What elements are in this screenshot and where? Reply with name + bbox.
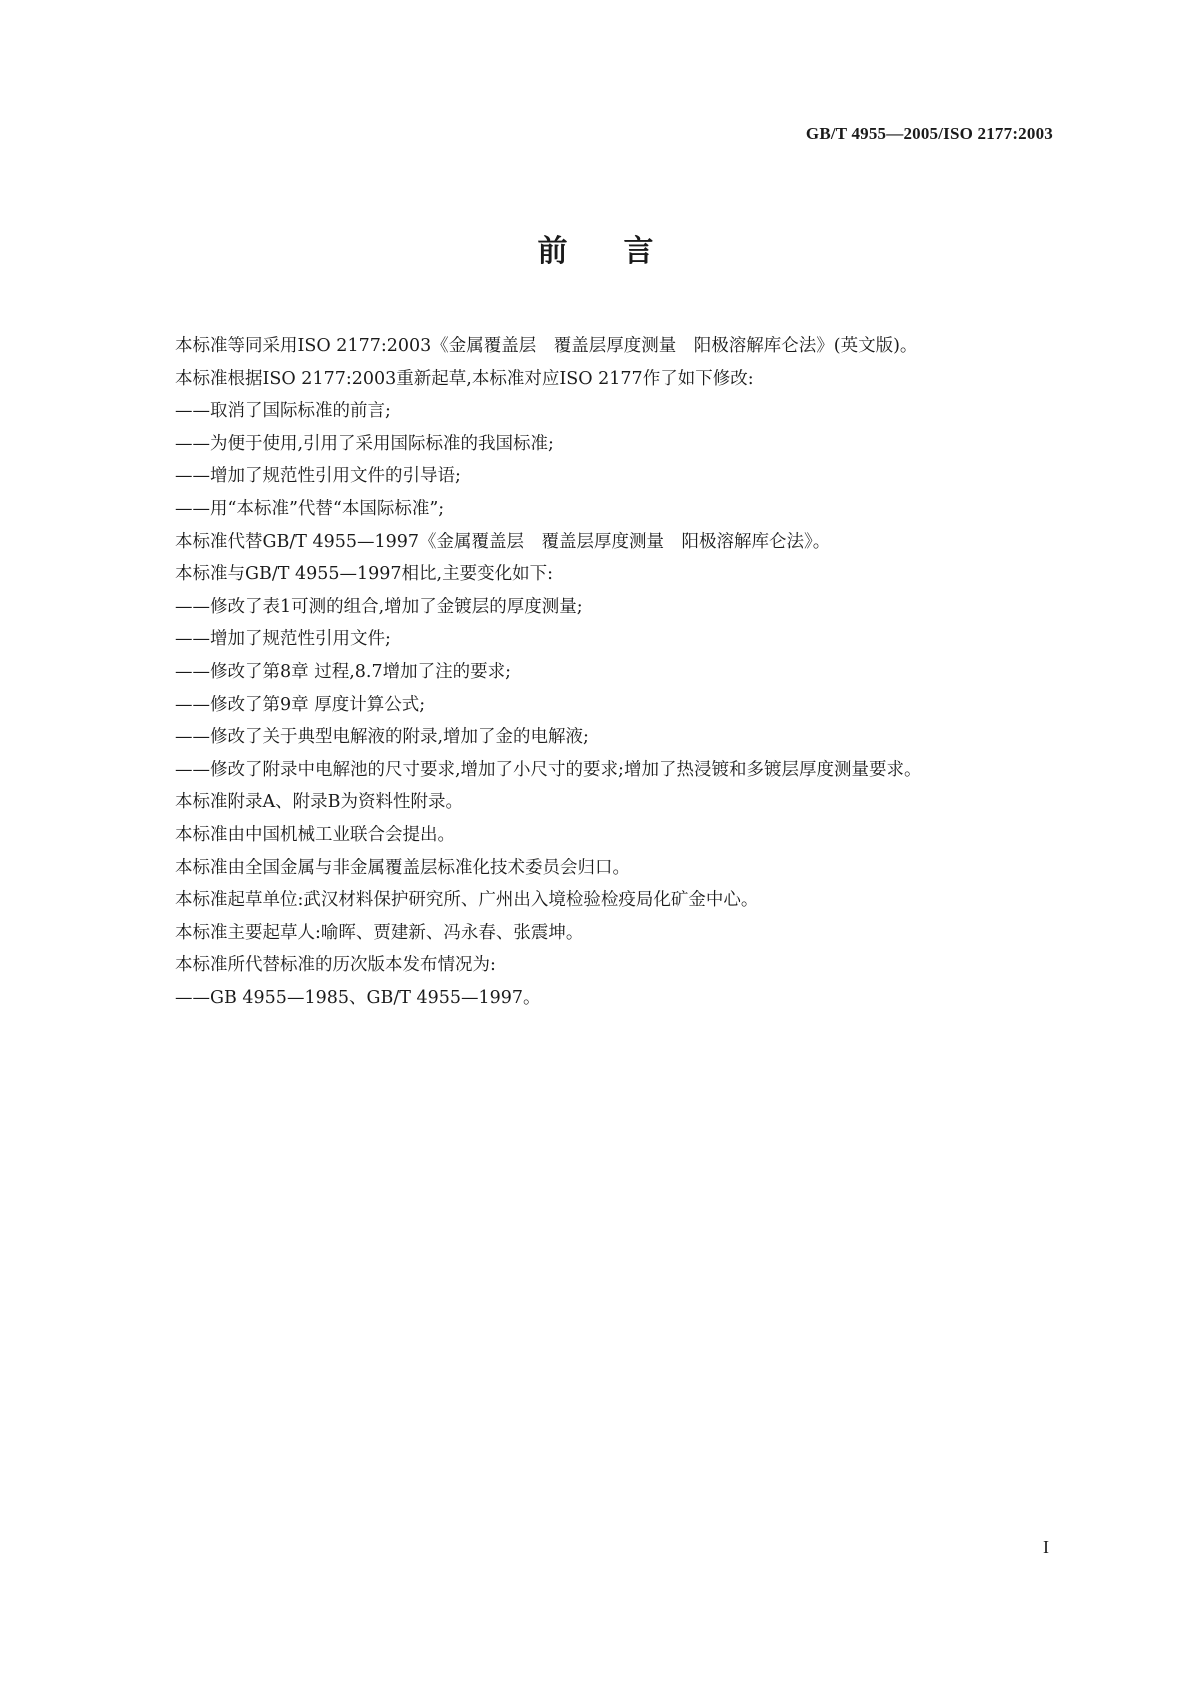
paragraph-proposer: 本标准由中国机械工业联合会提出。 [175, 824, 455, 845]
list-item: ——GB 4955—1985、GB/T 4955—1997。 [175, 987, 541, 1008]
page-title: 前言 [537, 234, 710, 269]
paragraph-changes: 本标准与GB/T 4955—1997相比,主要变化如下: [175, 564, 554, 585]
list-item: ——增加了规范性引用文件的引导语; [175, 466, 461, 487]
paragraph-modifications: 本标准根据ISO 2177:2003重新起草,本标准对应ISO 2177作了如下修改: [175, 368, 754, 389]
list-item: ——修改了关于典型电解液的附录,增加了金的电解液; [175, 727, 589, 748]
list-item: ——用“本标准”代替“本国际标准”; [175, 498, 445, 519]
paragraph-history: 本标准所代替标准的历次版本发布情况为: [175, 955, 496, 976]
paragraph-replaces: 本标准代替GB/T 4955—1997《金属覆盖层 覆盖层厚度测量 阳极溶解库仑法》。 [175, 531, 831, 552]
paragraph-drafters: 本标准主要起草人:喻晖、贾建新、冯永春、张震坤。 [175, 922, 584, 943]
list-item: ——取消了国际标准的前言; [175, 401, 391, 422]
list-item: ——修改了表1可测的组合,增加了金镀层的厚度测量; [175, 596, 583, 617]
paragraph-committee: 本标准由全国金属与非金属覆盖层标准化技术委员会归口。 [175, 857, 630, 878]
page-number: I [1043, 1537, 1049, 1557]
foreword-body [175, 330, 1055, 1014]
list-item: ——修改了附录中电解池的尺寸要求,增加了小尺寸的要求;增加了热浸镀和多镀层厚度测量要求。 [175, 759, 922, 780]
list-item: ——修改了第9章 厚度计算公式; [175, 694, 426, 715]
list-item: ——增加了规范性引用文件; [175, 629, 391, 650]
list-item: ——为便于使用,引用了采用国际标准的我国标准; [175, 433, 554, 454]
paragraph-drafting-units: 本标准起草单位:武汉材料保护研究所、广州出入境检验检疫局化矿金中心。 [175, 890, 759, 911]
list-item: ——修改了第8章 过程,8.7增加了注的要求; [175, 661, 511, 682]
standard-code-header: GB/T 4955—2005/ISO 2177:2003 [805, 124, 1053, 143]
paragraph-adoption: 本标准等同采用ISO 2177:2003《金属覆盖层 覆盖层厚度测量 阳极溶解库仑法》(英文版)。 [175, 336, 918, 356]
paragraph-annexes: 本标准附录A、附录B为资料性附录。 [175, 792, 463, 813]
